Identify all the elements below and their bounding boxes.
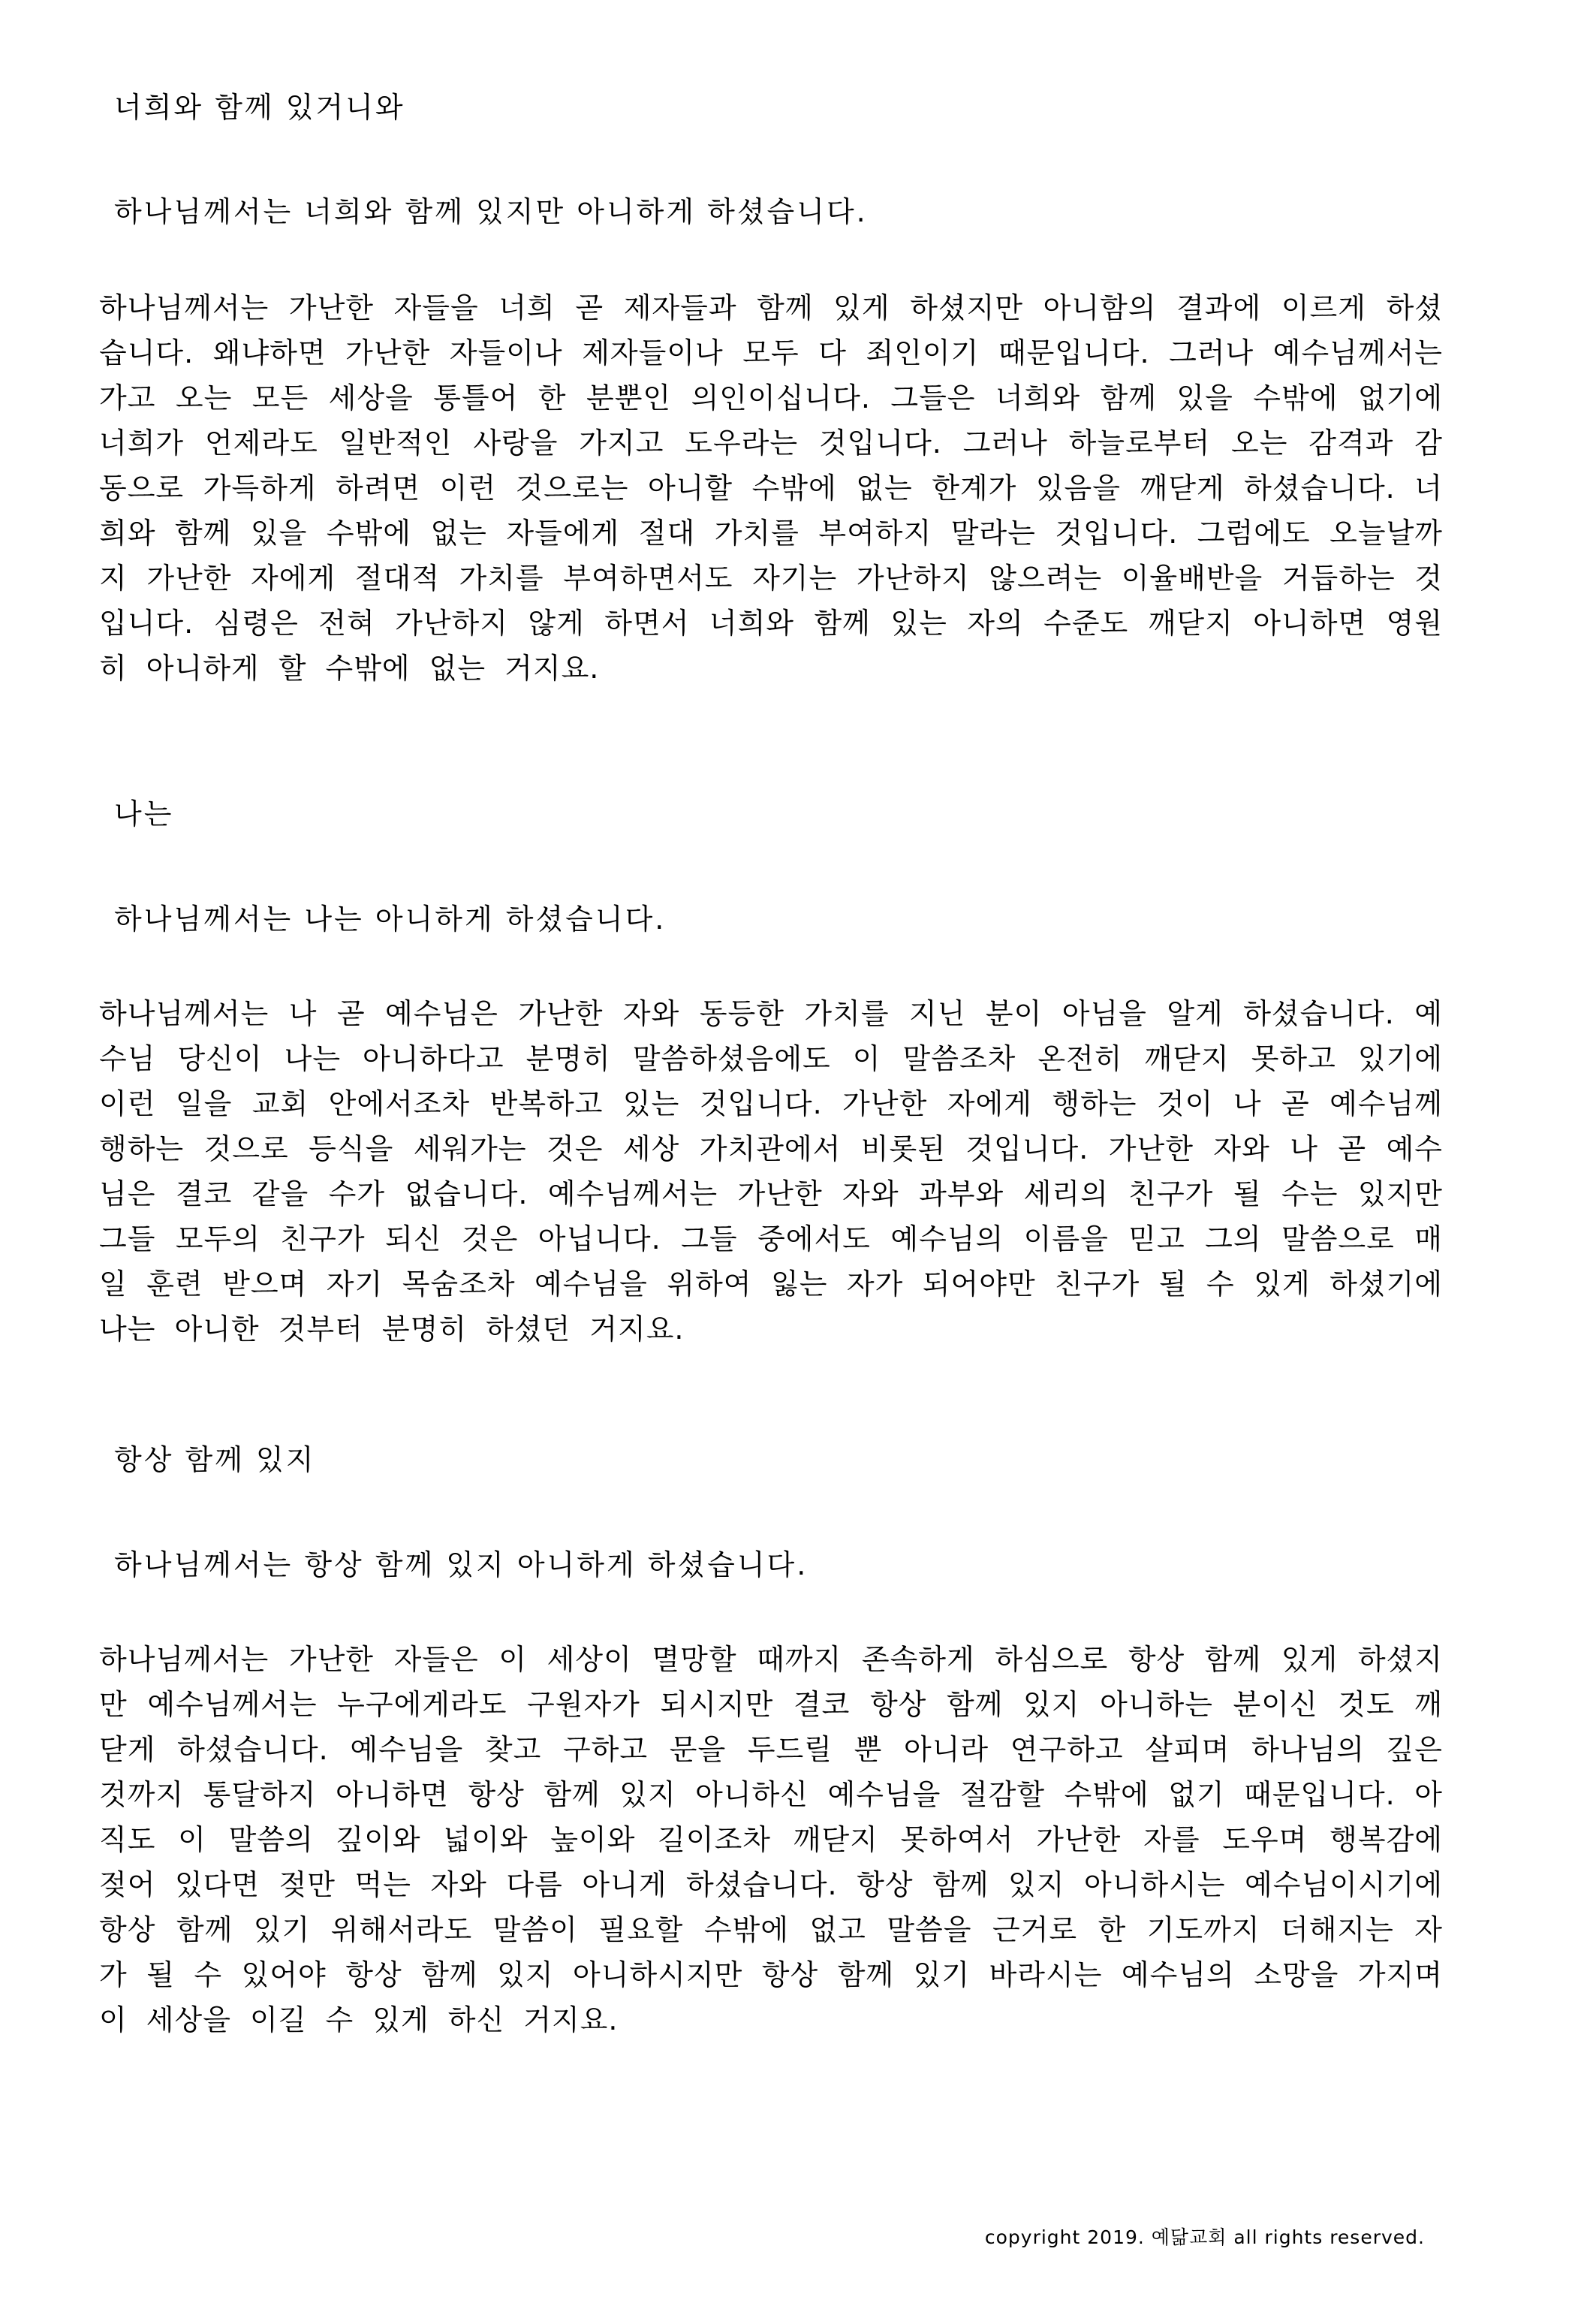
section-heading-1: 너희와 함께 있거니와 bbox=[114, 91, 405, 124]
section-body-2: 하나님께서는 나 곧 예수님은 가난한 자와 동등한 가치를 지닌 분이 아님을 알게 하셨습니다. 예수님 당신이 나는 아니하다고 분명히 말씀하셨음에도 이 말씀조차 온전히 깨닫지 못하고 있기에 이런 일을 교회 안에서조차 반복하고 있는 것입니다. 가난한 자에게 행하는 것이 나 곧 예수님께 행하는 것으로 등식을 세워가는 것은 세상 가치관에서 비롯된 것입니다. 가난한 자와 나 곧 예수님은 결코 같을 수가 없습니다. 예수님께서는 가난한 자와 과부와 세리의 친구가 될 수는 있지만 그들 모두의 친구가 되신 것은 아닙니다. 그들 중에서도 예수님의 이름을 믿고 그의 말씀으로 매일 훈련 받으며 자기 목숨조차 예수님을 위하여 잃는 자가 되어야만 친구가 될 수 있게 하셨기에 나는 아니한 것부터 분명히 하셨던 거지요. bbox=[99, 997, 1443, 1346]
section-body-1: 하나님께서는 가난한 자들을 너희 곧 제자들과 함께 있게 하셨지만 아니함의 결과에 이르게 하셨습니다. 왜냐하면 가난한 자들이나 제자들이나 모두 다 죄인이기 때문입니다. 그러나 예수님께서는 가고 오는 모든 세상을 통틀어 한 분뿐인 의인이십니다. 그들은 너희와 함께 있을 수밖에 없기에 너희가 언제라도 일반적인 사랑을 가지고 도우라는 것입니다. 그러나 하늘로부터 오는 감격과 감동으로 가득하게 하려면 이런 것으로는 아니할 수밖에 없는 한계가 있음을 깨닫게 하셨습니다. 너희와 함께 있을 수밖에 없는 자들에게 절대 가치를 부여하지 말라는 것입니다. 그럼에도 오늘날까지 가난한 자에게 절대적 가치를 부여하면서도 자기는 가난하지 않으려는 이율배반을 거듭하는 것입니다. 심령은 전혀 가난하지 않게 하면서 너희와 함께 있는 자의 수준도 깨닫지 아니하면 영원히 아니하게 할 수밖에 없는 거지요. bbox=[99, 291, 1443, 685]
copyright-footer: copyright 2019. 예닮교회 all rights reserved. bbox=[984, 2226, 1425, 2248]
section-lead-2: 하나님께서는 나는 아니하게 하셨습니다. bbox=[114, 903, 667, 936]
section-lead-3: 하나님께서는 항상 함께 있지 아니하게 하셨습니다. bbox=[114, 1548, 809, 1581]
section-heading-2: 나는 bbox=[114, 797, 174, 830]
section-lead-1: 하나님께서는 너희와 함께 있지만 아니하게 하셨습니다. bbox=[114, 195, 868, 228]
section-body-3: 하나님께서는 가난한 자들은 이 세상이 멸망할 때까지 존속하게 하심으로 항상 함께 있게 하셨지만 예수님께서는 누구에게라도 구원자가 되시지만 결코 항상 함께 있지 아니하는 분이신 것도 깨닫게 하셨습니다. 예수님을 찾고 구하고 문을 두드릴 뿐 아니라 연구하고 살피며 하나님의 깊은 것까지 통달하지 아니하면 항상 함께 있지 아니하신 예수님을 절감할 수밖에 없기 때문입니다. 아직도 이 말씀의 깊이와 넓이와 높이와 길이조차 깨닫지 못하여서 가난한 자를 도우며 행복감에 젖어 있다면 젖만 먹는 자와 다름 아니게 하셨습니다. 항상 함께 있지 아니하시는 예수님이시기에 항상 함께 있기 위해서라도 말씀이 필요할 수밖에 없고 말씀을 근거로 한 기도까지 더해지는 자가 될 수 있어야 항상 함께 있지 아니하시지만 항상 함께 있기 바라시는 예수님의 소망을 가지며 이 세상을 이길 수 있게 하신 거지요. bbox=[99, 1643, 1443, 2036]
section-heading-3: 항상 함께 있지 bbox=[114, 1443, 316, 1476]
